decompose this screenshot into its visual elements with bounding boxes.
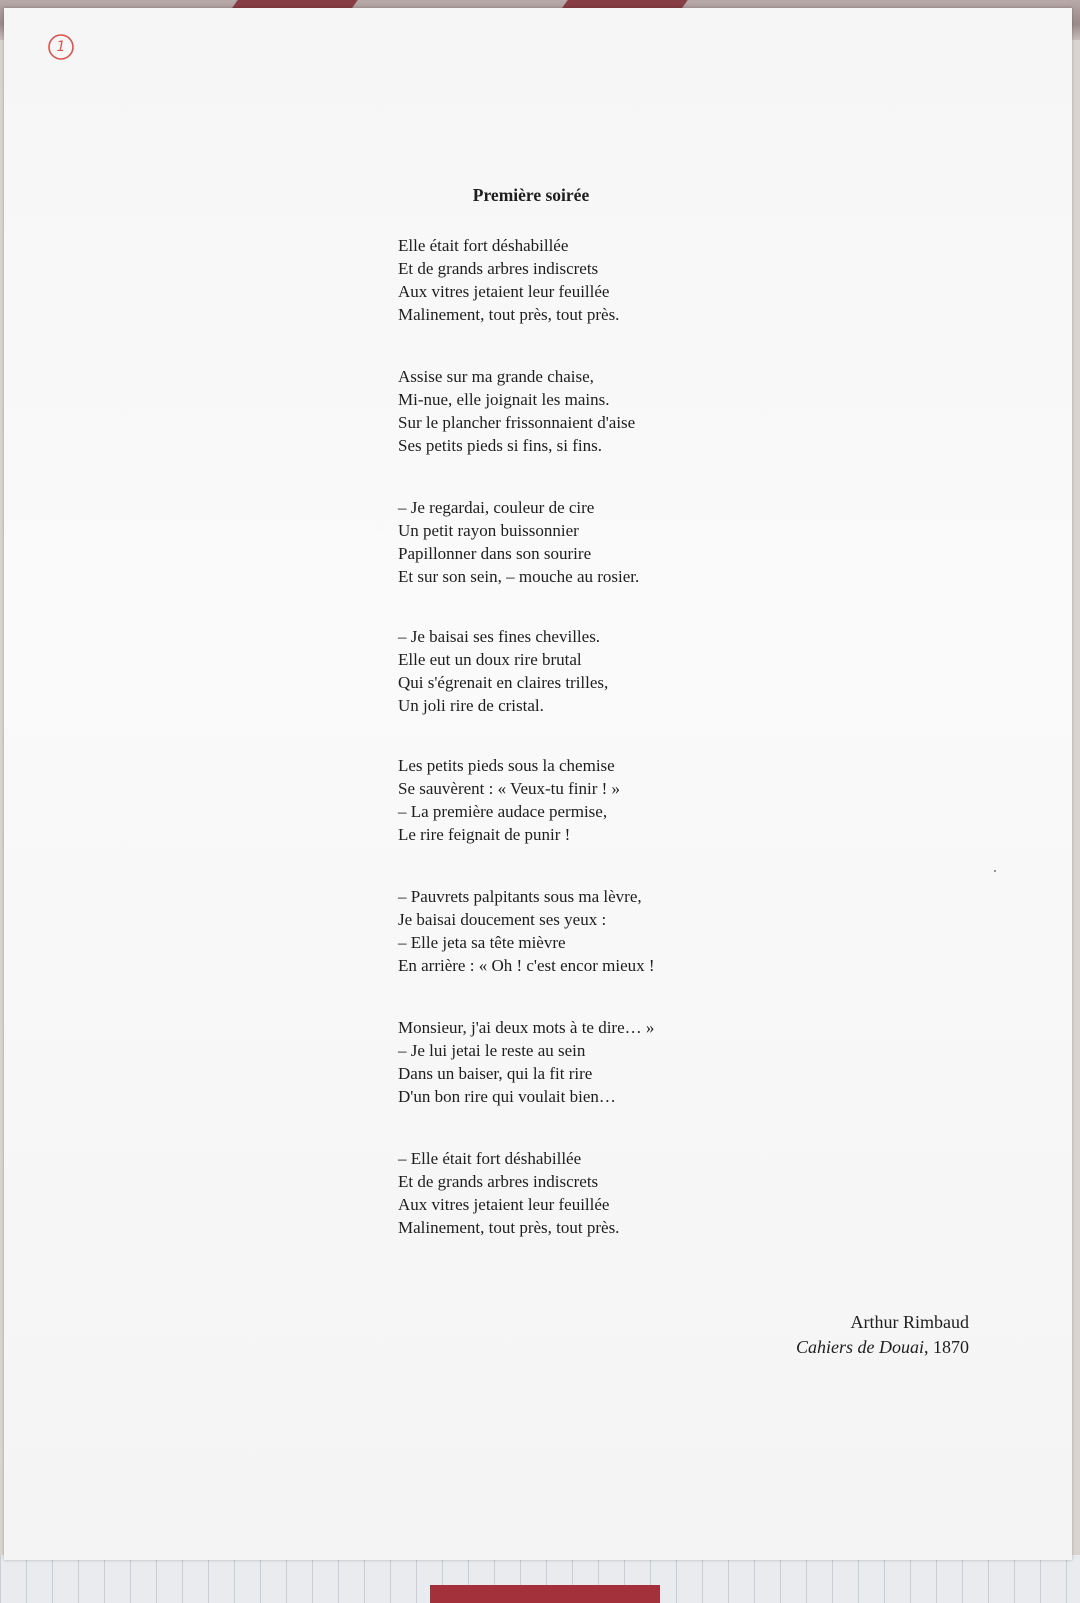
verse-line: Les petits pieds sous la chemise — [398, 756, 615, 775]
paper-speck — [994, 870, 996, 872]
verse-line: Et de grands arbres indiscrets — [398, 1172, 599, 1191]
verse-line: Le rire feignait de punir ! — [398, 825, 571, 844]
verse-line: – Je regardai, couleur de cire — [398, 498, 595, 517]
verse-line: Un petit rayon buissonnier — [398, 521, 579, 540]
verse-line: Dans un baiser, qui la fit rire — [398, 1064, 593, 1083]
poem-title: Première soirée — [472, 185, 590, 205]
attribution — [796, 1310, 969, 1360]
stanza — [398, 1147, 818, 1239]
source-line — [796, 1335, 969, 1360]
verse-line: Elle eut un doux rire brutal — [398, 650, 582, 669]
verse-line: Qui s'égrenait en claires trilles, — [398, 673, 609, 692]
page-number-label: 1 — [56, 39, 66, 55]
background-grid-paper — [0, 1555, 1080, 1603]
work-title: Cahiers de Douai — [796, 1337, 924, 1357]
red-strip — [430, 1585, 660, 1603]
verse-line: – Elle était fort déshabillée — [398, 1149, 582, 1168]
stanza — [398, 365, 818, 457]
verse-line: Ses petits pieds si fins, si fins. — [398, 436, 603, 455]
stanza — [398, 625, 818, 717]
poem-body — [398, 234, 818, 1278]
stanza — [398, 234, 818, 326]
verse-line: Se sauvèrent : « Veux-tu finir ! » — [398, 779, 621, 798]
verse-line: Aux vitres jetaient leur feuillée — [398, 1195, 610, 1214]
verse-line: – La première audace permise, — [398, 802, 608, 821]
verse-line: Papillonner dans son sourire — [398, 544, 592, 563]
verse-line: Je baisai doucement ses yeux : — [398, 910, 607, 929]
stanza — [398, 754, 818, 846]
author-name: Arthur Rimbaud — [850, 1312, 969, 1332]
verse-line: Aux vitres jetaient leur feuillée — [398, 282, 610, 301]
paper-sheet — [4, 8, 1072, 1560]
stanza — [398, 496, 818, 588]
page-number-circle — [46, 32, 76, 62]
publication-year: , 1870 — [924, 1337, 969, 1357]
verse-line: Et de grands arbres indiscrets — [398, 259, 599, 278]
verse-line: Assise sur ma grande chaise, — [398, 367, 594, 386]
verse-line: Un joli rire de cristal. — [398, 696, 544, 715]
verse-line: D'un bon rire qui voulait bien… — [398, 1087, 616, 1106]
verse-line: – Elle jeta sa tête mièvre — [398, 933, 566, 952]
verse-line: En arrière : « Oh ! c'est encor mieux ! — [398, 956, 655, 975]
verse-line: Et sur son sein, – mouche au rosier. — [398, 567, 640, 586]
verse-line: – Je lui jetai le reste au sein — [398, 1041, 586, 1060]
verse-line: Monsieur, j'ai deux mots à te dire… » — [398, 1018, 655, 1037]
verse-line: Elle était fort déshabillée — [398, 236, 569, 255]
verse-line: – Je baisai ses fines chevilles. — [398, 627, 601, 646]
verse-line: – Pauvrets palpitants sous ma lèvre, — [398, 887, 642, 906]
stanza — [398, 885, 818, 977]
verse-line: Mi-nue, elle joignait les mains. — [398, 390, 610, 409]
verse-line: Malinement, tout près, tout près. — [398, 305, 620, 324]
stanza — [398, 1016, 818, 1108]
verse-line: Malinement, tout près, tout près. — [398, 1218, 620, 1237]
verse-line: Sur le plancher frissonnaient d'aise — [398, 413, 636, 432]
